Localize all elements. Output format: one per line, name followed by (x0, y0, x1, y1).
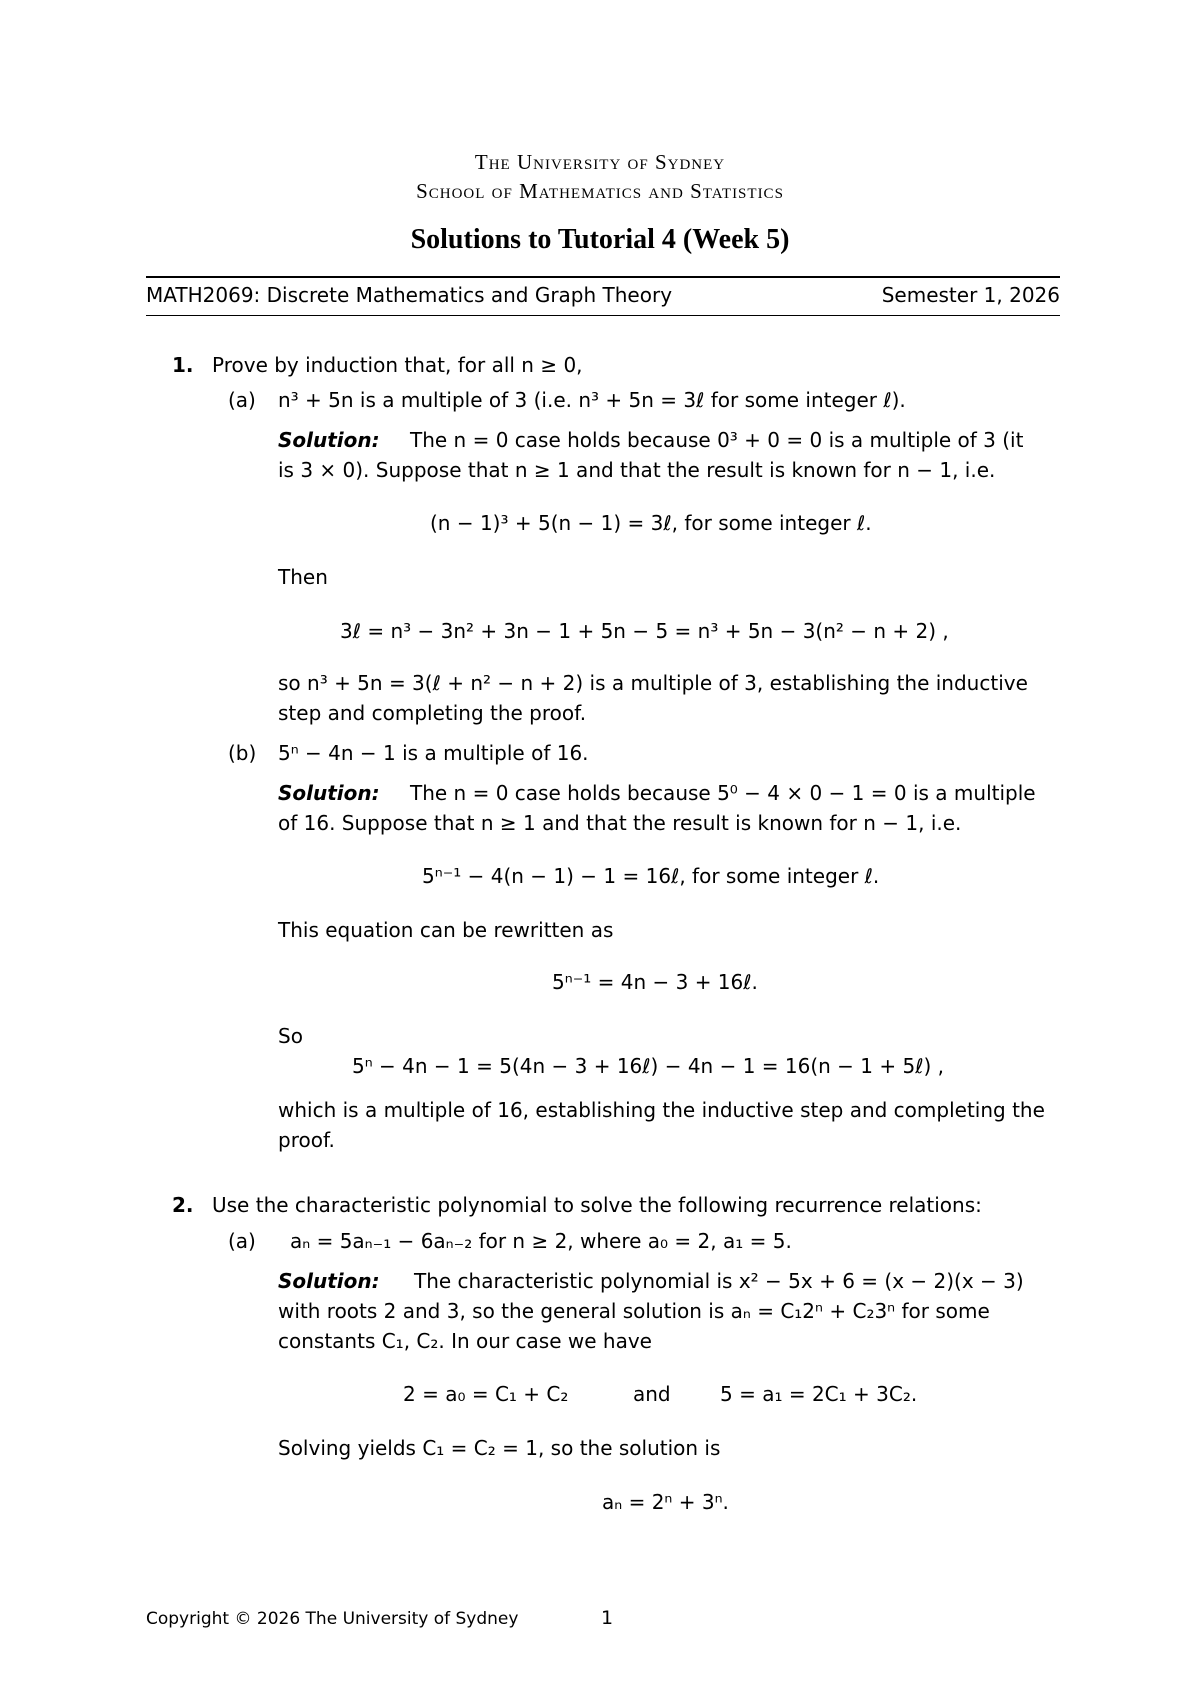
semester: Semester 1, 2026 (881, 283, 1060, 307)
solution-text: So (278, 1024, 303, 1048)
part-statement: 5ⁿ − 4n − 1 is a multiple of 16. (278, 741, 589, 765)
solution-text: of 16. Suppose that n ≥ 1 and that the result is known for n − 1, i.e. (278, 811, 962, 835)
solution-text: constants C₁, C₂. In our case we have (278, 1329, 652, 1353)
display-equation: 3ℓ = n³ − 3n² + 3n − 1 + 5n − 5 = n³ + 5n − 3(n² − n + 2) , (340, 619, 949, 643)
solution-text: with roots 2 and 3, so the general solution is aₙ = C₁2ⁿ + C₂3ⁿ for some (278, 1299, 990, 1323)
part-statement: n³ + 5n is a multiple of 3 (i.e. n³ + 5n = 3ℓ for some integer ℓ). (278, 388, 906, 412)
solution-text: proof. (278, 1128, 335, 1152)
part-label: (a) (228, 1229, 256, 1253)
course-name: MATH2069: Discrete Mathematics and Graph Theory (146, 283, 673, 307)
solution-text: which is a multiple of 16, establishing the inductive step and completing the (278, 1098, 1045, 1122)
solution-text: is 3 × 0). Suppose that n ≥ 1 and that the result is known for n − 1, i.e. (278, 458, 996, 482)
solution-label: Solution: (278, 428, 380, 452)
school-name: School of Mathematics and Statistics (416, 179, 784, 203)
part-statement: aₙ = 5aₙ₋₁ − 6aₙ₋₂ for n ≥ 2, where a₀ = 2, a₁ = 5. (290, 1229, 792, 1253)
solution-text: step and completing the proof. (278, 701, 587, 725)
solution-label: Solution: (278, 781, 380, 805)
question-prompt: Use the characteristic polynomial to solve the following recurrence relations: (212, 1193, 982, 1217)
part-label: (b) (228, 741, 257, 765)
display-equation: 5ⁿ⁻¹ − 4(n − 1) − 1 = 16ℓ, for some integer ℓ. (422, 864, 880, 888)
question-number: 1. (172, 353, 194, 377)
solution-text: so n³ + 5n = 3(ℓ + n² − n + 2) is a multiple of 3, establishing the inductive (278, 671, 1028, 695)
display-equation: 2 = a₀ = C₁ + C₂ (403, 1382, 569, 1406)
display-equation: aₙ = 2ⁿ + 3ⁿ. (602, 1490, 729, 1514)
question-prompt: Prove by induction that, for all n ≥ 0, (212, 353, 583, 377)
question-number: 2. (172, 1193, 194, 1217)
solution-label: Solution: (278, 1269, 380, 1293)
solution-text: The characteristic polynomial is x² − 5x + 6 = (x − 2)(x − 3) (414, 1269, 1024, 1293)
university-name: The University of Sydney (474, 150, 726, 174)
header-top-rule (146, 276, 1060, 278)
header-bottom-rule (146, 315, 1060, 316)
display-equation: 5ⁿ − 4n − 1 = 5(4n − 3 + 16ℓ) − 4n − 1 = 16(n − 1 + 5ℓ) , (352, 1054, 944, 1078)
solution-text: The n = 0 case holds because 5⁰ − 4 × 0 − 1 = 0 is a multiple (410, 781, 1036, 805)
page-number: 1 (601, 1607, 614, 1629)
display-equation: 5 = a₁ = 2C₁ + 3C₂. (720, 1382, 918, 1406)
solution-text: Solving yields C₁ = C₂ = 1, so the solution is (278, 1436, 721, 1460)
display-equation: (n − 1)³ + 5(n − 1) = 3ℓ, for some integer ℓ. (430, 511, 872, 535)
copyright-notice: Copyright © 2026 The University of Sydney (146, 1609, 519, 1629)
equation-conjunction: and (633, 1382, 671, 1406)
page-title: Solutions to Tutorial 4 (Week 5) (410, 224, 790, 255)
display-equation: 5ⁿ⁻¹ = 4n − 3 + 16ℓ. (552, 970, 758, 994)
solution-text: This equation can be rewritten as (278, 918, 614, 942)
solution-text: The n = 0 case holds because 0³ + 0 = 0 is a multiple of 3 (it (410, 428, 1024, 452)
solution-text: Then (278, 565, 328, 589)
part-label: (a) (228, 388, 256, 412)
